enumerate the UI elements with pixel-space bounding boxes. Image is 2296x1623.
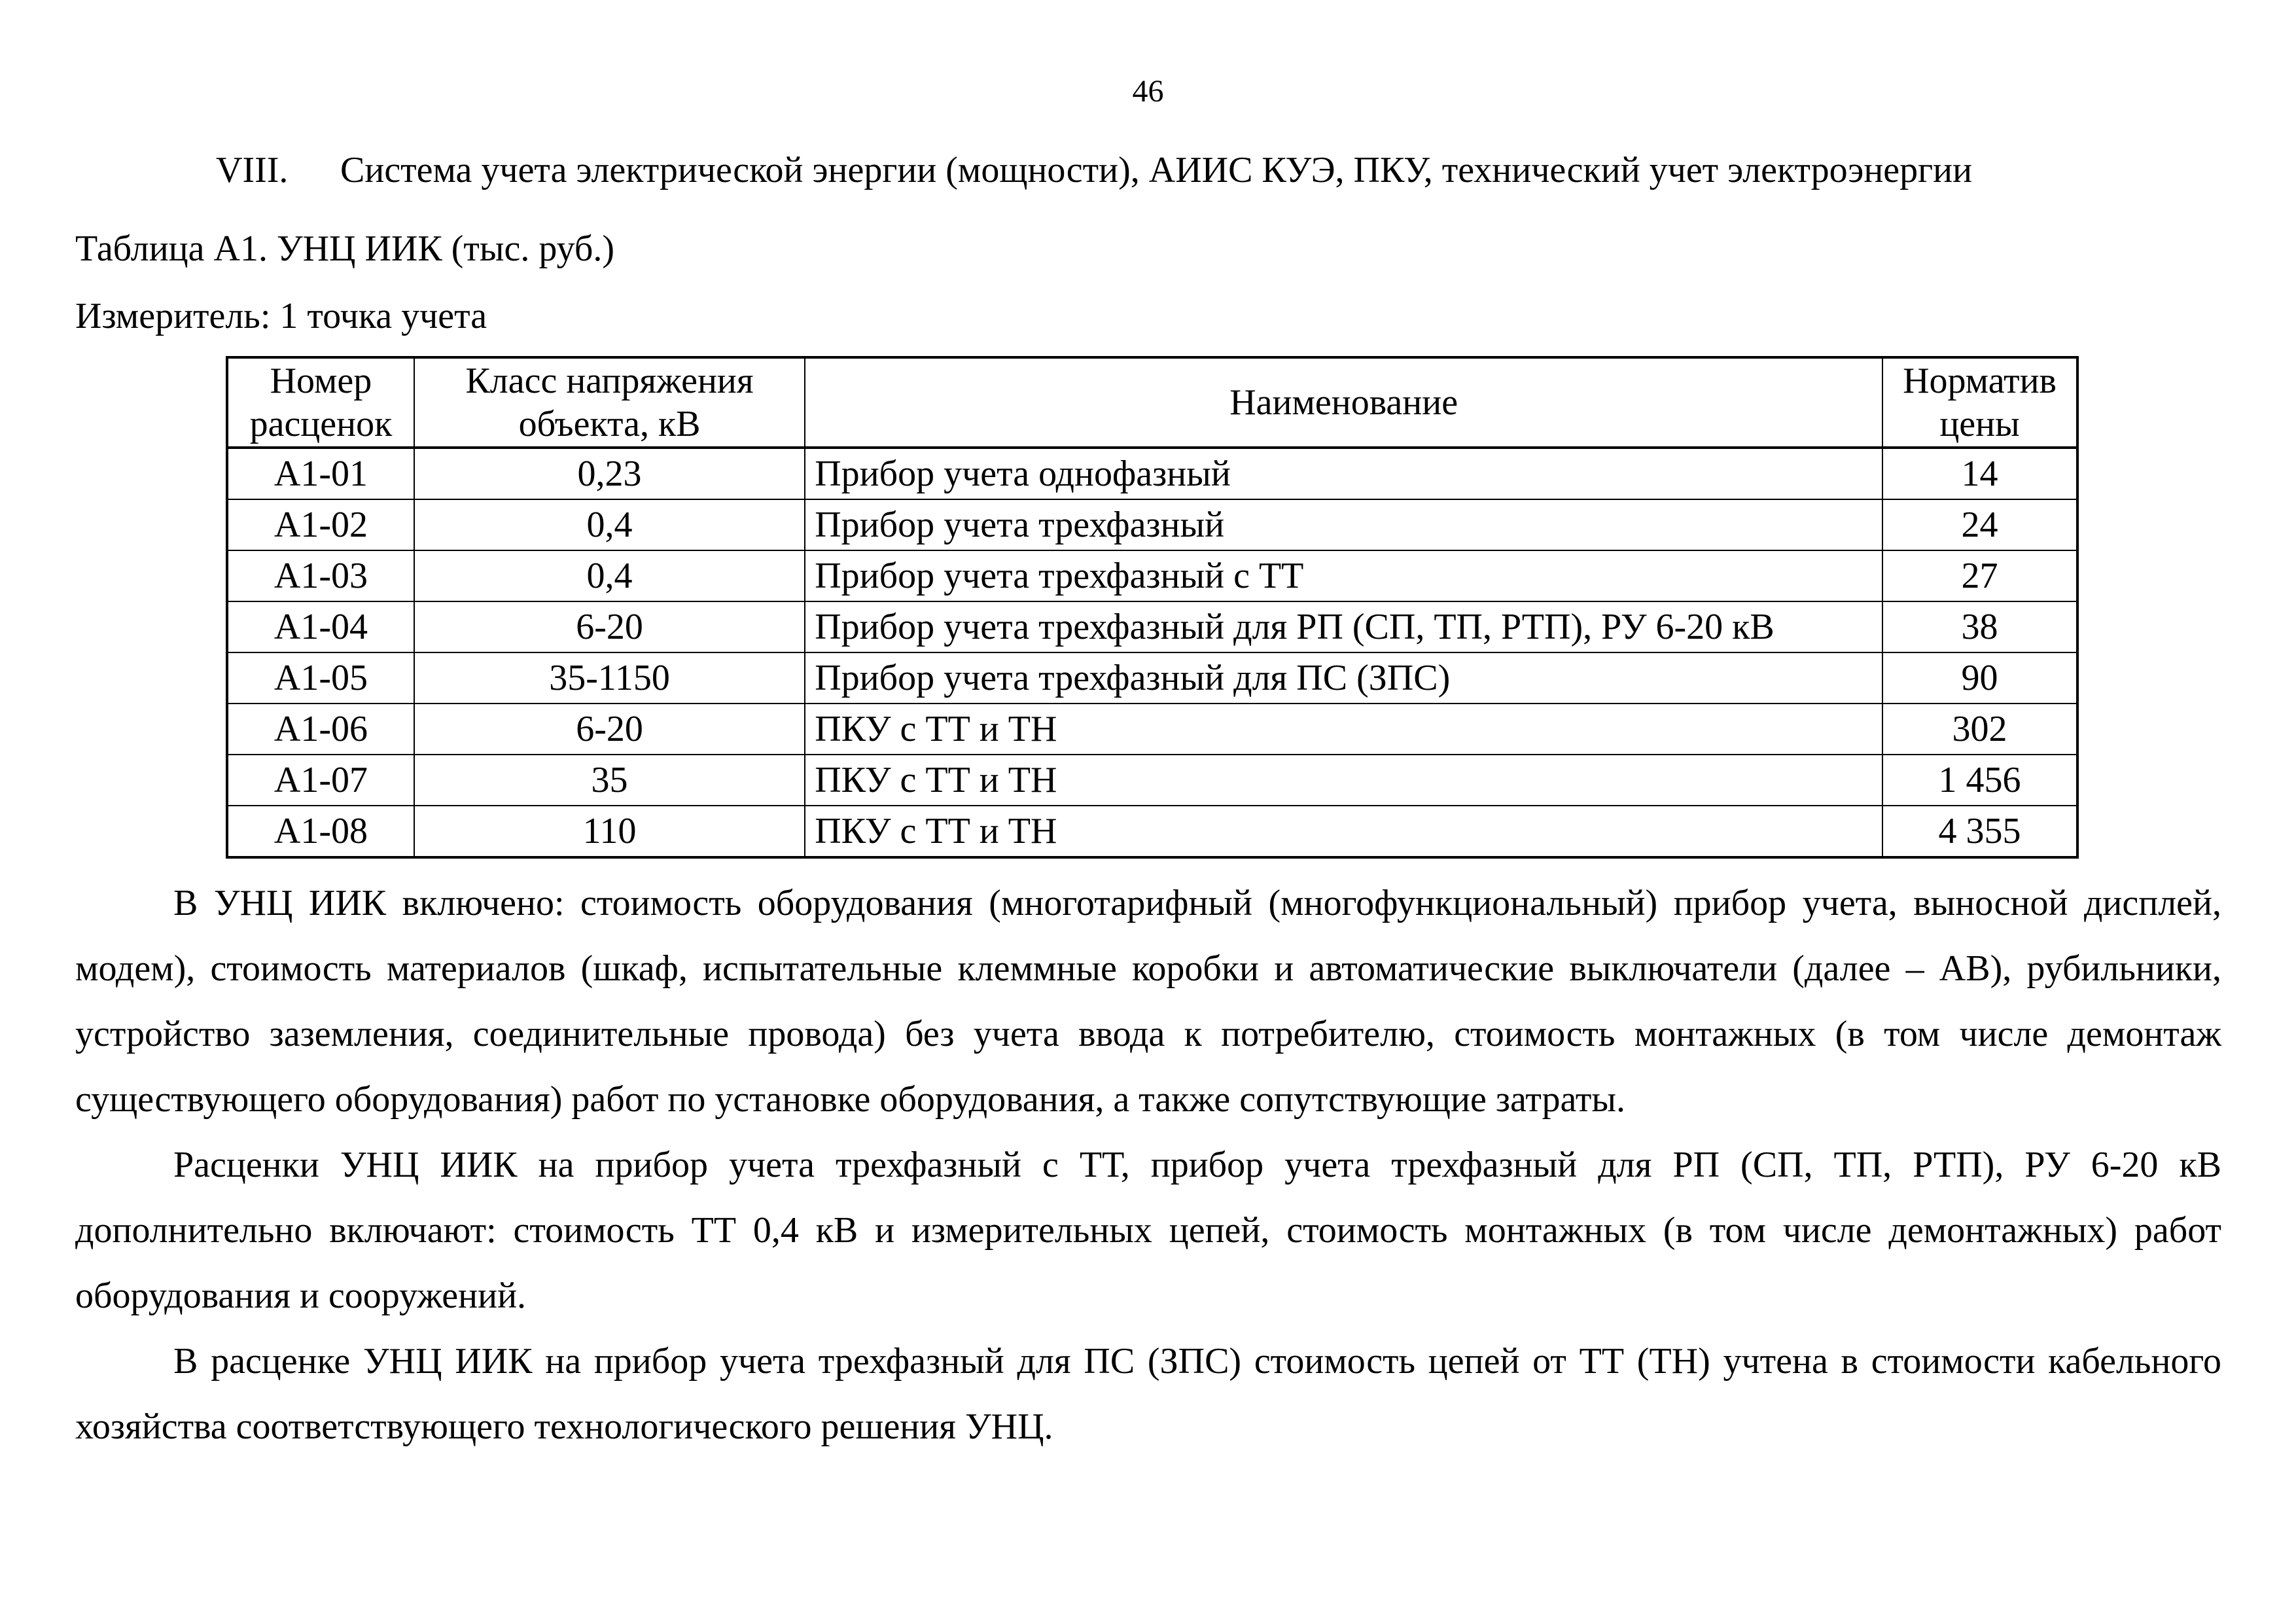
cell-price: 90 xyxy=(1882,652,2077,704)
cell-name: ПКУ с ТТ и ТН xyxy=(805,806,1882,857)
cell-name: Прибор учета трехфазный xyxy=(805,499,1882,550)
cell-code: A1-06 xyxy=(227,704,414,755)
cell-voltage: 0,23 xyxy=(414,448,805,499)
cell-name: Прибор учета однофазный xyxy=(805,448,1882,499)
section-number: VIII. xyxy=(216,150,289,190)
header-code: Номер расценок xyxy=(227,357,414,448)
cell-code: A1-07 xyxy=(227,755,414,806)
table-row xyxy=(227,448,2077,499)
cell-name: Прибор учета трехфазный с ТТ xyxy=(805,550,1882,601)
paragraph-substation: В расценке УНЦ ИИК на прибор учета трехфазный для ПС (ЗПС) стоимость цепей от ТТ (ТН) учтена в стоимости кабельного хозяйства соответствующего технологического решения УНЦ. xyxy=(75,1341,2221,1447)
table-caption: Таблица A1. УНЦ ИИК (тыс. руб.) xyxy=(75,228,614,269)
cell-price: 27 xyxy=(1882,550,2077,601)
page-number: 46 xyxy=(1132,74,1164,109)
cell-voltage: 110 xyxy=(414,806,805,857)
cell-voltage: 35-1150 xyxy=(414,652,805,704)
cell-name: Прибор учета трехфазный для РП (СП, ТП, РТП), РУ 6-20 кВ xyxy=(805,601,1882,652)
cell-price: 302 xyxy=(1882,704,2077,755)
table-row xyxy=(227,499,2077,550)
cell-voltage: 6-20 xyxy=(414,704,805,755)
table-row xyxy=(227,755,2077,806)
paragraph-included: В УНЦ ИИК включено: стоимость оборудования (многотарифный (многофункциональный) прибор учета, выносной дисплей, модем), стоимость материалов (шкаф, испытательные клеммные коробки и автоматические выключатели (далее – АВ), рубильники, устройство заземления, соединительные провода) без учета ввода к потребителю, стоимость монтажных (в том числе демонтаж существующего оборудования) работ по установке оборудования, а также сопутствующие затраты. xyxy=(75,883,2221,1120)
section-heading xyxy=(216,147,1972,193)
table-row xyxy=(227,550,2077,601)
cell-name: ПКУ с ТТ и ТН xyxy=(805,755,1882,806)
cell-code: A1-03 xyxy=(227,550,414,601)
cell-price: 1 456 xyxy=(1882,755,2077,806)
cell-name: ПКУ с ТТ и ТН xyxy=(805,704,1882,755)
paragraph-additional: Расценки УНЦ ИИК на прибор учета трехфазный с ТТ, прибор учета трехфазный для РП (СП, ТП, РТП), РУ 6-20 кВ дополнительно включают: стоимость ТТ 0,4 кВ и измерительных цепей, стоимость монтажных (в том числе демонтажных) работ оборудования и сооружений. xyxy=(75,1145,2221,1316)
cell-name: Прибор учета трехфазный для ПС (ЗПС) xyxy=(805,652,1882,704)
price-table xyxy=(226,356,2079,859)
table-row xyxy=(227,652,2077,704)
table-header-row xyxy=(227,357,2077,448)
cell-code: A1-08 xyxy=(227,806,414,857)
cell-code: A1-02 xyxy=(227,499,414,550)
cell-code: A1-05 xyxy=(227,652,414,704)
body-text xyxy=(75,870,2221,1459)
cell-price: 4 355 xyxy=(1882,806,2077,857)
cell-price: 38 xyxy=(1882,601,2077,652)
cell-price: 14 xyxy=(1882,448,2077,499)
table-row xyxy=(227,806,2077,857)
cell-voltage: 35 xyxy=(414,755,805,806)
measure-unit: Измеритель: 1 точка учета xyxy=(75,296,487,336)
header-price: Норматив цены xyxy=(1882,357,2077,448)
cell-price: 24 xyxy=(1882,499,2077,550)
header-name: Наименование xyxy=(805,357,1882,448)
cell-code: A1-01 xyxy=(227,448,414,499)
cell-code: A1-04 xyxy=(227,601,414,652)
header-voltage: Класс напряжения объекта, кВ xyxy=(414,357,805,448)
table-row xyxy=(227,601,2077,652)
cell-voltage: 0,4 xyxy=(414,499,805,550)
section-title: Система учета электрической энергии (мощности), АИИС КУЭ, ПКУ, технический учет электроэнергии xyxy=(340,150,1973,190)
table-row xyxy=(227,704,2077,755)
cell-voltage: 6-20 xyxy=(414,601,805,652)
cell-voltage: 0,4 xyxy=(414,550,805,601)
